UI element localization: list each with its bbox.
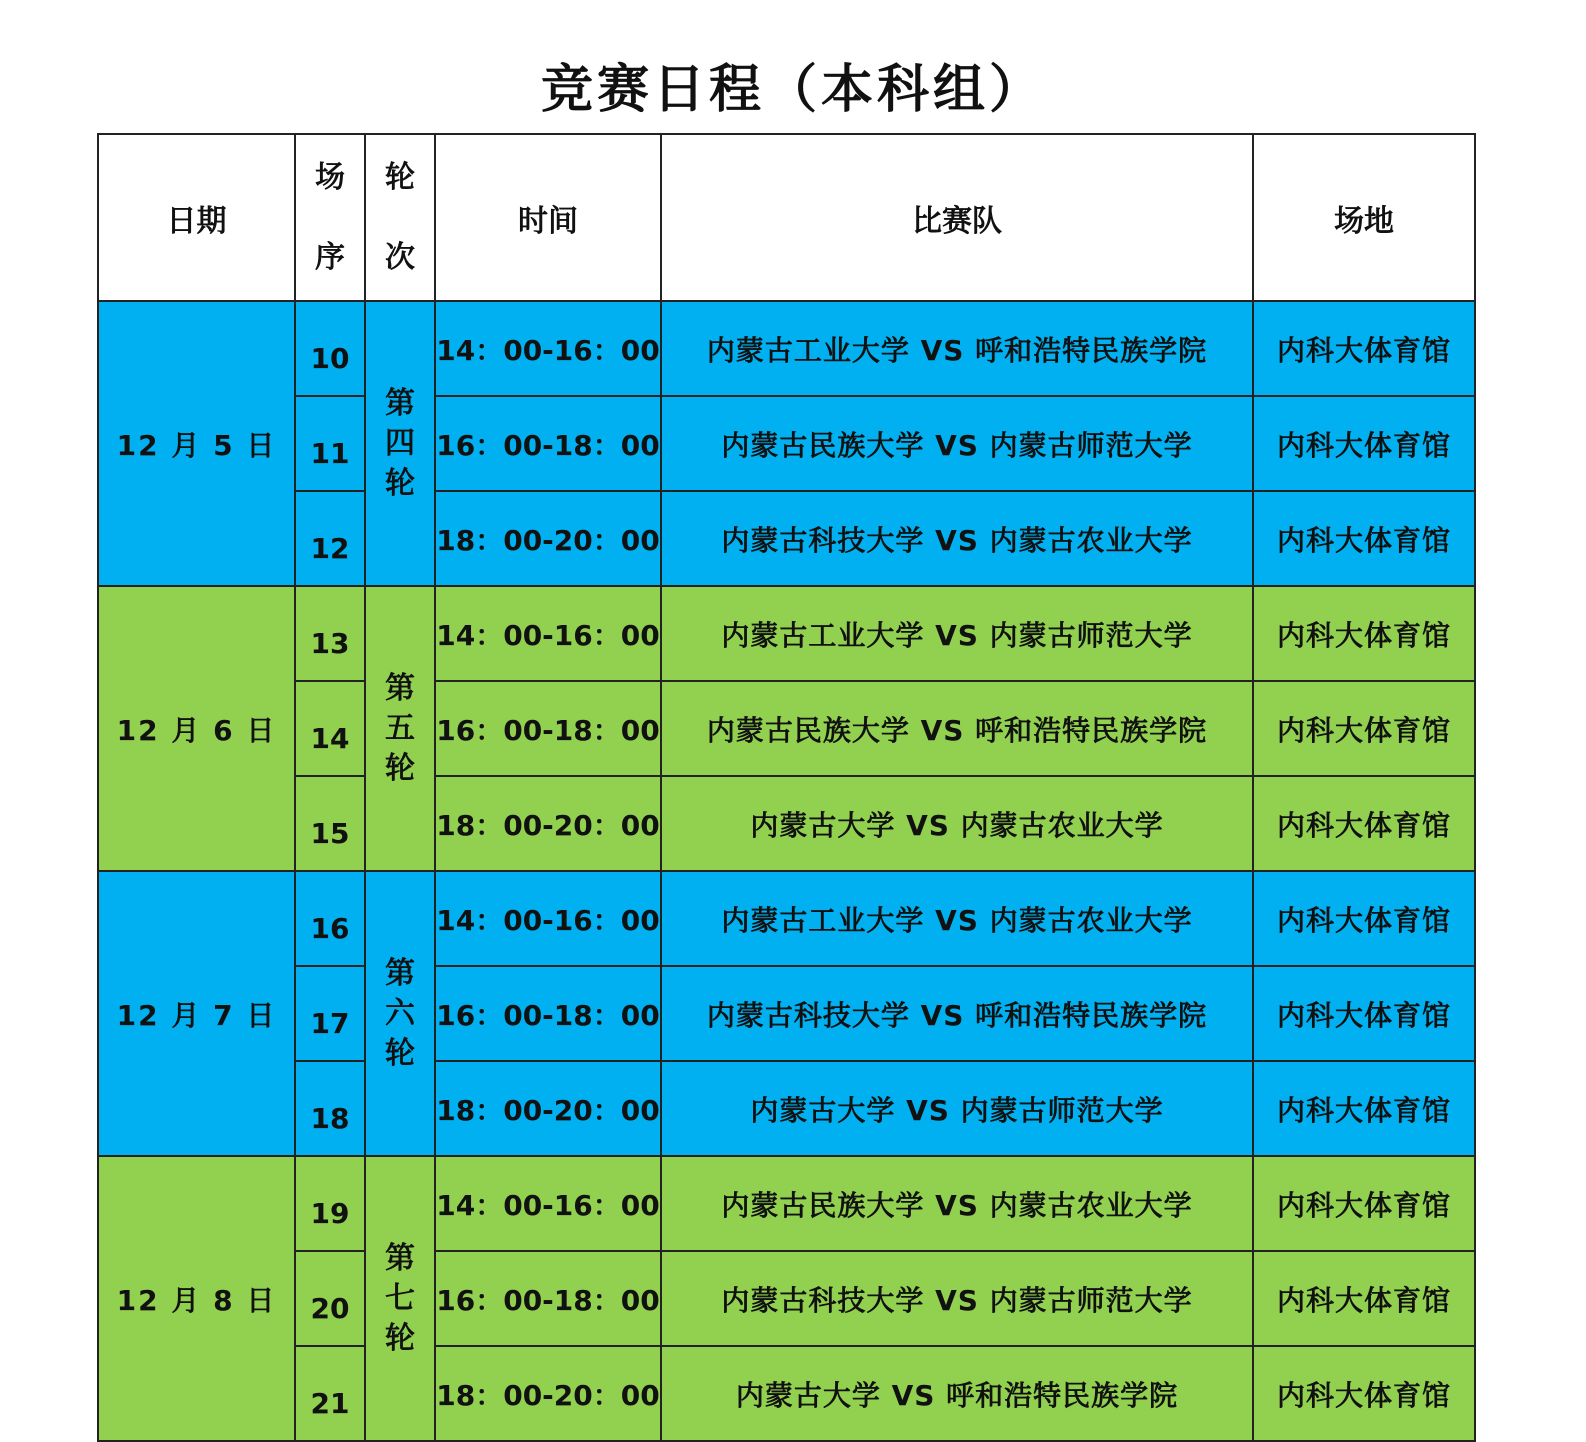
teams-cell: 内蒙古大学 VS 呼和浩特民族学院 xyxy=(661,1346,1253,1441)
seq-cell: 13 xyxy=(295,586,365,681)
time-cell: 18：00-20：00 xyxy=(435,491,661,586)
teams-cell: 内蒙古科技大学 VS 内蒙古师范大学 xyxy=(661,1251,1253,1346)
round-char: 七 xyxy=(385,1280,415,1316)
page-title: 竞赛日程（本科组） xyxy=(540,60,1045,120)
teams-cell: 内蒙古工业大学 VS 内蒙古农业大学 xyxy=(661,871,1253,966)
venue-cell: 内科大体育馆 xyxy=(1253,301,1475,396)
teams-cell: 内蒙古民族大学 VS 内蒙古师范大学 xyxy=(661,396,1253,491)
round-char: 五 xyxy=(385,710,415,746)
teams-cell: 内蒙古工业大学 VS 呼和浩特民族学院 xyxy=(661,301,1253,396)
round-cell xyxy=(365,301,435,586)
teams-cell: 内蒙古科技大学 VS 呼和浩特民族学院 xyxy=(661,966,1253,1061)
seq-cell: 15 xyxy=(295,776,365,871)
header-round-1: 轮 xyxy=(385,159,415,195)
seq-cell: 11 xyxy=(295,396,365,491)
seq-cell: 19 xyxy=(295,1156,365,1251)
table-row xyxy=(98,1346,1475,1441)
table-row xyxy=(98,586,1475,681)
venue-cell: 内科大体育馆 xyxy=(1253,1061,1475,1156)
time-cell: 16：00-18：00 xyxy=(435,1251,661,1346)
time-cell: 14：00-16：00 xyxy=(435,301,661,396)
time-cell: 14：00-16：00 xyxy=(435,871,661,966)
date-cell: 12 月 6 日 xyxy=(98,586,295,871)
table-row xyxy=(98,966,1475,1061)
round-cell xyxy=(365,871,435,1156)
time-cell: 14：00-16：00 xyxy=(435,1156,661,1251)
header-time: 时间 xyxy=(435,134,661,301)
venue-cell: 内科大体育馆 xyxy=(1253,871,1475,966)
venue-cell: 内科大体育馆 xyxy=(1253,586,1475,681)
seq-cell: 12 xyxy=(295,491,365,586)
table-row xyxy=(98,1251,1475,1346)
venue-cell: 内科大体育馆 xyxy=(1253,491,1475,586)
venue-cell: 内科大体育馆 xyxy=(1253,966,1475,1061)
teams-cell: 内蒙古科技大学 VS 内蒙古农业大学 xyxy=(661,491,1253,586)
header-date: 日期 xyxy=(98,134,295,301)
time-cell: 18：00-20：00 xyxy=(435,1346,661,1441)
header-seq-2: 序 xyxy=(315,239,345,275)
seq-cell: 17 xyxy=(295,966,365,1061)
round-char: 轮 xyxy=(385,1320,415,1356)
venue-cell: 内科大体育馆 xyxy=(1253,396,1475,491)
round-char: 轮 xyxy=(385,465,415,501)
seq-cell: 10 xyxy=(295,301,365,396)
teams-cell: 内蒙古民族大学 VS 呼和浩特民族学院 xyxy=(661,681,1253,776)
seq-cell: 20 xyxy=(295,1251,365,1346)
round-char: 轮 xyxy=(385,1035,415,1071)
venue-cell: 内科大体育馆 xyxy=(1253,776,1475,871)
round-cell xyxy=(365,586,435,871)
header-seq-1: 场 xyxy=(315,159,345,195)
date-cell: 12 月 5 日 xyxy=(98,301,295,586)
round-char: 四 xyxy=(385,425,415,461)
teams-cell: 内蒙古民族大学 VS 内蒙古农业大学 xyxy=(661,1156,1253,1251)
schedule-table xyxy=(97,133,1476,1442)
round-char: 第 xyxy=(385,955,415,991)
table-row xyxy=(98,396,1475,491)
round-char: 六 xyxy=(385,995,415,1031)
header-seq xyxy=(295,134,365,301)
venue-cell: 内科大体育馆 xyxy=(1253,1156,1475,1251)
table-row xyxy=(98,301,1475,396)
round-char: 第 xyxy=(385,385,415,421)
time-cell: 18：00-20：00 xyxy=(435,1061,661,1156)
time-cell: 16：00-18：00 xyxy=(435,396,661,491)
time-cell: 14：00-16：00 xyxy=(435,586,661,681)
seq-cell: 18 xyxy=(295,1061,365,1156)
table-row xyxy=(98,776,1475,871)
venue-cell: 内科大体育馆 xyxy=(1253,681,1475,776)
date-cell: 12 月 7 日 xyxy=(98,871,295,1156)
venue-cell: 内科大体育馆 xyxy=(1253,1346,1475,1441)
seq-cell: 14 xyxy=(295,681,365,776)
round-char: 第 xyxy=(385,670,415,706)
time-cell: 16：00-18：00 xyxy=(435,966,661,1061)
table-row xyxy=(98,491,1475,586)
time-cell: 16：00-18：00 xyxy=(435,681,661,776)
teams-cell: 内蒙古大学 VS 内蒙古师范大学 xyxy=(661,1061,1253,1156)
table-row xyxy=(98,871,1475,966)
seq-cell: 16 xyxy=(295,871,365,966)
table-row xyxy=(98,681,1475,776)
teams-cell: 内蒙古大学 VS 内蒙古农业大学 xyxy=(661,776,1253,871)
header-round-2: 次 xyxy=(385,239,415,275)
venue-cell: 内科大体育馆 xyxy=(1253,1251,1475,1346)
time-cell: 18：00-20：00 xyxy=(435,776,661,871)
header-row xyxy=(98,134,1475,301)
seq-cell: 21 xyxy=(295,1346,365,1441)
teams-cell: 内蒙古工业大学 VS 内蒙古师范大学 xyxy=(661,586,1253,681)
round-char: 轮 xyxy=(385,750,415,786)
header-venue: 场地 xyxy=(1253,134,1475,301)
table-row xyxy=(98,1061,1475,1156)
table-row xyxy=(98,1156,1475,1251)
round-char: 第 xyxy=(385,1240,415,1276)
date-cell: 12 月 8 日 xyxy=(98,1156,295,1441)
header-teams: 比赛队 xyxy=(661,134,1253,301)
round-cell xyxy=(365,1156,435,1441)
header-round xyxy=(365,134,435,301)
